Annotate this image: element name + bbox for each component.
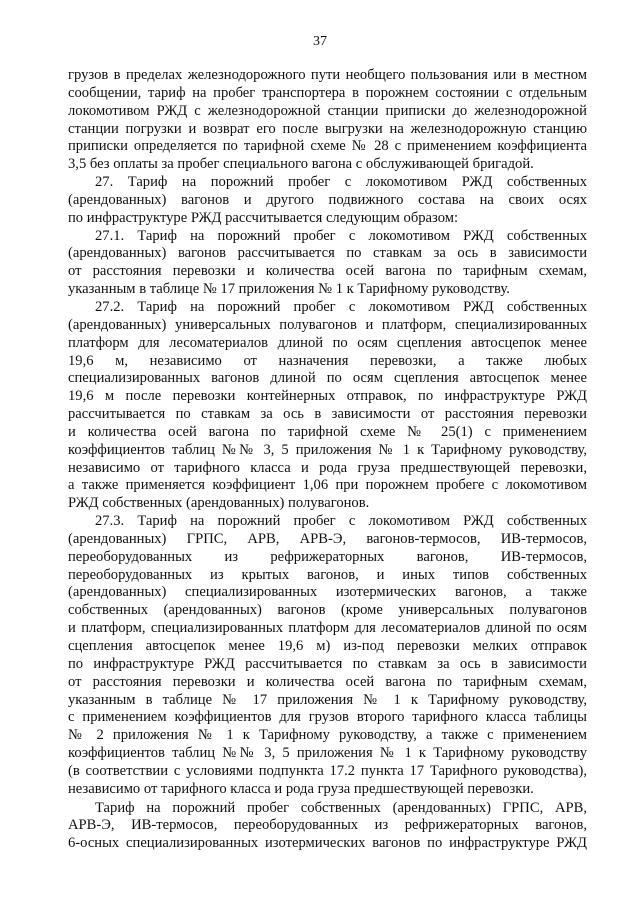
- text-line: грузов в пределах железнодорожного пути необщего пользования или в местном: [68, 67, 587, 83]
- text-line: 27.2. Тариф на порожний пробег с локомотивом РЖД собственных: [95, 298, 587, 315]
- text-line: коэффициентов таблиц №№ 3, 5 приложения № 1 к Тарифному руководству: [68, 745, 587, 762]
- text-line: и платформ, специализированных платформ для лесоматериалов длиной по осям: [68, 620, 587, 637]
- text-line: переоборудованных из крытых вагонов, и иных типов собственных: [68, 566, 587, 583]
- text-line: рассчитывается по ставкам за ось в зависимости от расстояния перевозки: [68, 406, 587, 423]
- text-line: приписки определяется по тарифной схеме № 28 с применением коэффициента: [68, 138, 587, 155]
- text-line: (в соответствии с условиями подпункта 17.2 пункта 17 Тарифного руководства),: [68, 762, 587, 779]
- text-line: независимо от тарифного класса и рода груза предшествующей перевозки.: [68, 780, 534, 797]
- paragraph-continuation: [68, 67, 587, 174]
- text-line: с применением коэффициентов для грузов второго тарифного класса таблицы: [68, 709, 587, 726]
- page-number: 37: [313, 34, 327, 49]
- text-line: а также применяется коэффициент 1,06 при порожнем пробеге с локомотивом: [68, 477, 587, 494]
- paragraph-item-27-3: [68, 513, 587, 799]
- text-line: по инфраструктуре РЖД рассчитывается по ставкам за ось в зависимости: [68, 655, 587, 672]
- paragraph-tariff: [68, 800, 587, 854]
- text-line: (арендованных) вагонов рассчитывается по ставкам за ось в зависимости: [68, 245, 587, 262]
- text-line: РЖД собственных (арендованных) полувагонов.: [68, 495, 370, 512]
- text-line: 27.3. Тариф на порожний пробег с локомотивом РЖД собственных: [95, 513, 587, 530]
- paragraph-item-27: [68, 174, 587, 228]
- text-line: от расстояния перевозки и количества осей вагона по тарифным схемам,: [68, 263, 587, 280]
- text-line: переоборудованных из рефрижераторных вагонов, ИВ-термосов,: [68, 548, 587, 565]
- text-line: коэффициентов таблиц №№ 3, 5 приложения № 1 к Тарифному руководству,: [68, 441, 587, 458]
- text-line: 3,5 без оплаты за пробег специального вагона с обслуживающей бригадой.: [68, 156, 534, 173]
- text-line: 27. Тариф на порожний пробег с локомотивом РЖД собственных: [95, 174, 587, 191]
- text-line: локомотивом РЖД с железнодорожной станции приписки до железнодорожной: [68, 102, 587, 119]
- text-line: 6-осных специализированных изотермических вагонов по инфраструктуре РЖД: [68, 835, 587, 852]
- text-line: указанным в таблице № 17 приложения № 1 к Тарифному руководству.: [68, 281, 510, 298]
- text-line: № 2 приложения № 1 к Тарифному руководству, а также с применением: [68, 727, 587, 744]
- text-line: (арендованных) ГРПС, АРВ, АРВ-Э, вагонов-термосов, ИВ-термосов,: [68, 530, 587, 547]
- document-body: [68, 67, 587, 853]
- text-line: независимо от тарифного класса и рода груза предшествующей перевозки,: [68, 459, 587, 476]
- paragraph-item-27-1: [68, 228, 587, 299]
- text-line: платформ для лесоматериалов длиной по осям сцепления автосцепок менее: [68, 334, 587, 351]
- paragraph-item-27-2: [68, 299, 587, 513]
- text-line: от расстояния перевозки и количества осей вагона по тарифным схемам,: [68, 673, 587, 690]
- text-line: специализированных вагонов длиной по осям сцепления автосцепок менее: [68, 370, 587, 387]
- text-line: (арендованных) вагонов и другого подвижного состава на своих осях: [68, 191, 587, 208]
- text-line: станции погрузки и возврат его после выгрузки на железнодорожную станцию: [68, 120, 587, 137]
- text-line: (арендованных) универсальных полувагонов и платформ, специализированных: [68, 316, 587, 333]
- text-line: указанным в таблице № 17 приложения № 1 к Тарифному руководству,: [68, 691, 587, 708]
- text-line: АРВ-Э, ИВ-термосов, переоборудованных из рефрижераторных вагонов,: [68, 817, 587, 834]
- text-line: Тариф на порожний пробег собственных (арендованных) ГРПС, АРВ,: [95, 799, 587, 816]
- text-line: (арендованных) специализированных изотермических вагонов, а также: [68, 584, 587, 601]
- text-line: и количества осей вагона по тарифной схеме № 25(1) с применением: [68, 423, 587, 440]
- text-line: сообщении, тариф на пробег транспортера в порожнем состоянии с отдельным: [68, 84, 587, 101]
- text-line: по инфраструктуре РЖД рассчитывается следующим образом:: [68, 209, 459, 226]
- text-line: собственных (арендованных) вагонов (кроме универсальных полувагонов: [68, 602, 587, 619]
- text-line: 19,6 м после перевозки контейнерных отправок, по инфраструктуре РЖД: [68, 388, 587, 405]
- text-line: сцепления автосцепок менее 19,6 м) из-под перевозки мелких отправок: [68, 638, 587, 654]
- text-line: 19,6 м, независимо от назначения перевозки, а также любых: [68, 352, 587, 369]
- text-line: 27.1. Тариф на порожний пробег с локомотивом РЖД собственных: [95, 227, 587, 244]
